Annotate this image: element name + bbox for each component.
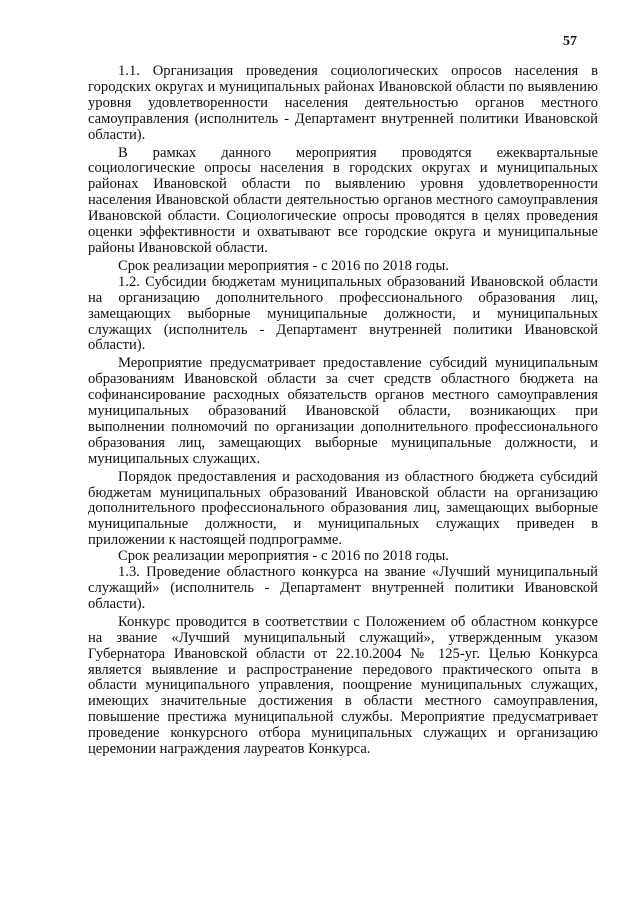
paragraph-1-3-description: Конкурс проводится в соответствии с Положением об областном конкурсе на звание «Лучший муниципальный служащий», утвержденным указом Губернатора Ивановской области от 22.10.2004 № 125-уг. Целью Конкурса является выявление и распространение передового практического опыта в области муниципального управления, поощрение муниципальных служащих, имеющих значительные достижения в области местного самоуправления, повышение престижа муниципальной службы. Мероприятие предусматривает проведение конкурсного отбора муниципальных служащих и организацию церемонии награждения лауреатов Конкурса. <box>88 613 598 758</box>
paragraph-1-2-procedure: Порядок предоставления и расходования из областного бюджета субсидий бюджетам муниципальных образований Ивановской области на организацию дополнительного профессионального образования лиц, замещающих выборные муниципальные должности, и муниципальных служащих приведен в приложении к настоящей подпрограмме. <box>88 468 598 549</box>
page-number: 57 <box>563 34 577 49</box>
body-text <box>88 64 598 758</box>
paragraph-1-2-term: Срок реализации мероприятия - с 2016 по 2018 годы. <box>118 548 449 565</box>
paragraph-1-1-heading: 1.1. Организация проведения социологических опросов населения в городских округах и муниципальных районах Ивановской области по выявлению уровня удовлетворенности населения деятельностью органов местного самоуправления (исполнитель - Департамент внутренней политики Ивановской области). <box>88 63 598 143</box>
paragraph-1-1-description: В рамках данного мероприятия проводятся ежеквартальные социологические опросы населения в городских округах и муниципальных районах Ивановской области по выявлению уровня удовлетворенности населения Ивановской области деятельностью органов местного самоуправления Ивановской области. Социологические опросы проводятся в целях проведения оценки эффективности и охватывают все городские округа и муниципальные районы Ивановской области. <box>88 144 598 256</box>
paragraph-1-2-heading: 1.2. Субсидии бюджетам муниципальных образований Ивановской области на организацию дополнительного профессионального образования лиц, замещающих выборные муниципальные должности, и муниципальных служащих (исполнитель - Департамент внутренней политики Ивановской области). <box>88 273 598 354</box>
paragraph-1-2-description: Мероприятие предусматривает предоставление субсидий муниципальным образованиям Ивановской области за счет средств областного бюджета на софинансирование расходных обязательств органов местного самоуправления муниципальных образований Ивановской области, возникающих при выполнении полномочий по организации дополнительного профессионального образования лиц, замещающих выборные муниципальные должности, и муниципальных служащих. <box>88 355 598 467</box>
paragraph-1-3-heading: 1.3. Проведение областного конкурса на звание «Лучший муниципальный служащий» (исполнитель - Департамент внутренней политики Ивановской области). <box>88 564 598 612</box>
paragraph-1-1-term: Срок реализации мероприятия - с 2016 по 2018 годы. <box>118 257 449 274</box>
